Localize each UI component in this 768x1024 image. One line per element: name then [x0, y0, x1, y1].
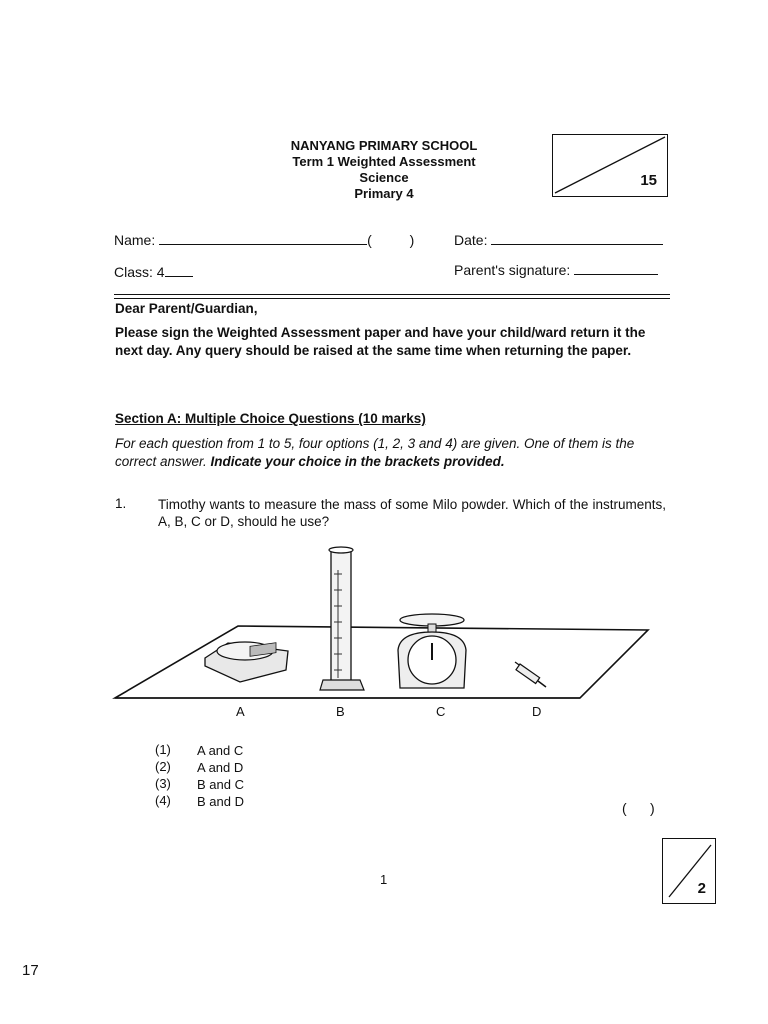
- register-paren-open: (: [367, 232, 372, 248]
- class-input-line[interactable]: [165, 264, 193, 277]
- letter-body: Please sign the Weighted Assessment paper and have your child/ward return it the next day. Any query should be raised at the same time when returning the paper.: [115, 325, 646, 358]
- option-1-number: (1): [155, 742, 171, 757]
- date-input-line[interactable]: [491, 232, 663, 245]
- option-3-number: (3): [155, 776, 171, 791]
- kitchen-scale-icon: [398, 614, 466, 688]
- instructions-bold: Indicate your choice in the brackets provided.: [210, 454, 505, 469]
- instruments-illustration: [110, 540, 660, 705]
- section-a-instructions: [115, 435, 670, 471]
- question-1-number: 1.: [115, 496, 127, 511]
- mark-box-diagonal: [663, 839, 715, 903]
- divider-bottom: [114, 298, 670, 299]
- question-mark-box: [662, 838, 716, 904]
- answer-brackets[interactable]: ( ): [622, 800, 655, 816]
- page-number: 1: [380, 872, 388, 887]
- name-input-line[interactable]: [159, 232, 367, 245]
- subject-title: Science: [359, 170, 409, 185]
- total-score-value: 15: [640, 172, 657, 189]
- instrument-label-a: A: [236, 704, 245, 719]
- parent-signature-field: [454, 262, 658, 278]
- register-paren-close: ): [409, 232, 415, 248]
- mark-box-value: 2: [697, 880, 706, 897]
- option-1-text[interactable]: A and C: [197, 743, 244, 758]
- instructions-italic: For each question from 1 to 5, four options (1, 2, 3 and 4) are given. One of them is the correct answer.: [115, 436, 635, 469]
- name-field: [114, 232, 414, 248]
- instrument-label-d: D: [532, 704, 542, 719]
- option-4-number: (4): [155, 793, 171, 808]
- name-label: Name:: [114, 232, 156, 248]
- instrument-label-b: B: [336, 704, 345, 719]
- date-field: [454, 232, 663, 248]
- option-3-text[interactable]: B and C: [197, 777, 244, 792]
- level-title: Primary 4: [354, 186, 414, 201]
- letter-salutation: Dear Parent/Guardian,: [115, 301, 258, 316]
- parent-signature-line[interactable]: [574, 262, 658, 275]
- school-name: NANYANG PRIMARY SCHOOL: [290, 138, 478, 153]
- divider-top: [114, 294, 670, 295]
- table-surface: [115, 626, 648, 698]
- instrument-label-c: C: [436, 704, 446, 719]
- section-a-title: Section A: Multiple Choice Questions (10 marks): [115, 411, 426, 426]
- total-score-box: [552, 134, 668, 197]
- date-label: Date:: [454, 232, 488, 248]
- option-2-text[interactable]: A and D: [197, 760, 244, 775]
- class-label: Class: 4: [114, 264, 165, 280]
- corner-page-number: 17: [22, 962, 39, 979]
- assessment-title: Term 1 Weighted Assessment: [292, 154, 476, 169]
- parent-signature-label: Parent's signature:: [454, 262, 571, 278]
- class-field: [114, 264, 193, 280]
- option-4-text[interactable]: B and D: [197, 794, 244, 809]
- question-1-text: Timothy wants to measure the mass of some Milo powder. Which of the instruments, A, B, C or D, should he use?: [158, 497, 666, 529]
- option-2-number: (2): [155, 759, 171, 774]
